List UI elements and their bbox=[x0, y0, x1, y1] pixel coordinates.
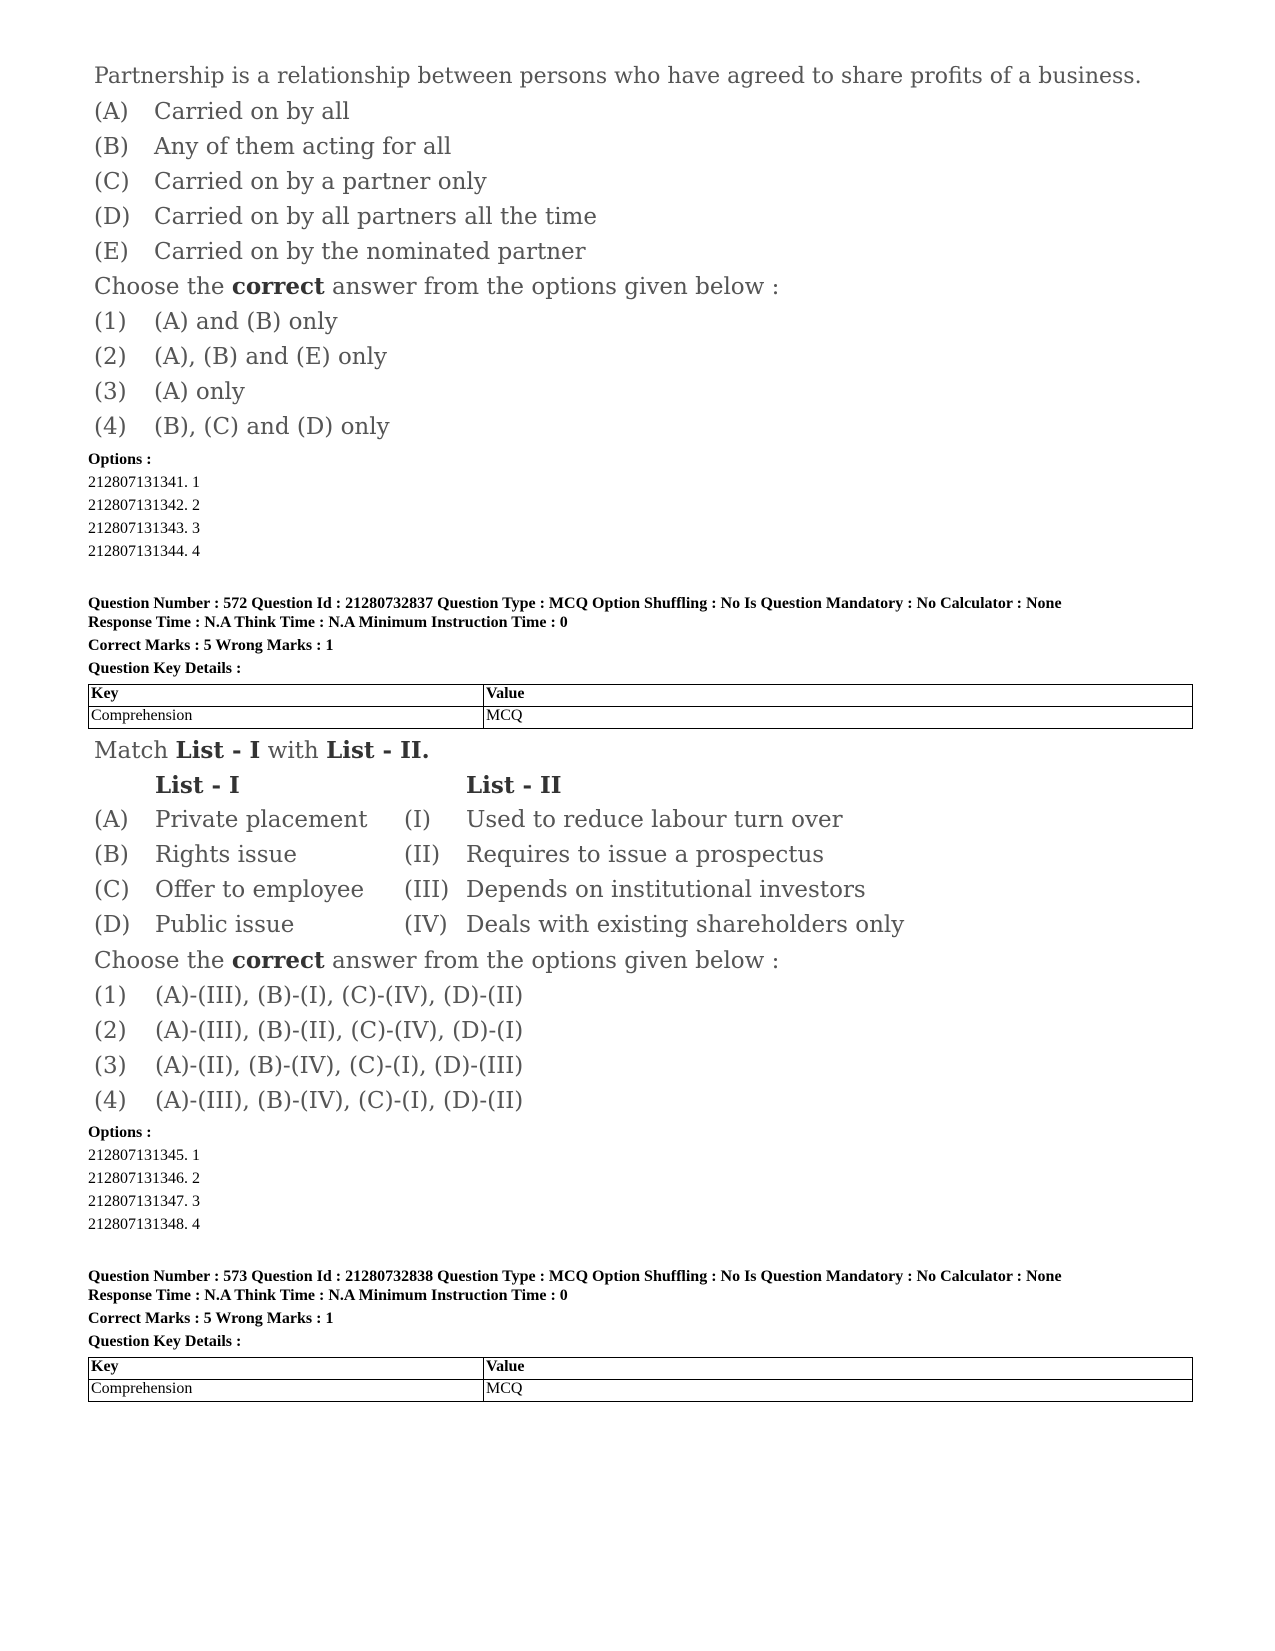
answer-text: (A) and (B) only bbox=[154, 309, 338, 335]
instruction-text: answer from the options given below : bbox=[324, 948, 780, 974]
list-1-heading bbox=[155, 772, 240, 799]
list-1-label: (D) bbox=[94, 912, 131, 938]
choose-instruction bbox=[94, 273, 779, 300]
list-2-heading bbox=[466, 772, 562, 799]
list-1-label: (B) bbox=[94, 842, 129, 868]
instruction-text: answer from the options given below : bbox=[324, 274, 780, 300]
instruction-emphasis: List - II. bbox=[326, 737, 430, 764]
list-2-heading-text: List - II bbox=[466, 772, 562, 799]
answer-label: (2) bbox=[94, 344, 127, 370]
statement-text: Carried on by a partner only bbox=[154, 169, 487, 195]
question-timing: Response Time : N.A Think Time : N.A Minimum Instruction Time : 0 bbox=[88, 614, 568, 631]
list-2-label: (IV) bbox=[404, 912, 448, 938]
statement-label: (A) bbox=[94, 99, 129, 125]
question-key-heading: Question Key Details : bbox=[88, 660, 242, 677]
option-id: 212807131348. 4 bbox=[88, 1216, 200, 1233]
table-header-key: Key bbox=[89, 685, 484, 707]
answer-label: (3) bbox=[94, 1053, 127, 1079]
answer-text: (A), (B) and (E) only bbox=[154, 344, 387, 370]
statement-text: Carried on by all partners all the time bbox=[154, 204, 597, 230]
answer-text: (A) only bbox=[154, 379, 245, 405]
list-1-item: Offer to employee bbox=[155, 877, 365, 903]
option-id: 212807131341. 1 bbox=[88, 474, 200, 491]
answer-label: (1) bbox=[94, 983, 127, 1009]
instruction-text: Choose the bbox=[94, 948, 232, 974]
option-id: 212807131347. 3 bbox=[88, 1193, 200, 1210]
table-cell-key: Comprehension bbox=[89, 1380, 484, 1402]
table-header-row bbox=[89, 1358, 1193, 1380]
question-meta: Question Number : 573 Question Id : 21280732838 Question Type : MCQ Option Shuffling : No Is Question Mandatory : No Calculator : None bbox=[88, 1268, 1062, 1285]
list-2-item: Used to reduce labour turn over bbox=[466, 807, 843, 833]
answer-text: (A)-(III), (B)-(II), (C)-(IV), (D)-(I) bbox=[155, 1018, 524, 1044]
statement-text: Any of them acting for all bbox=[154, 134, 452, 160]
instruction-emphasis: correct bbox=[231, 273, 325, 300]
instruction-text: Choose the bbox=[94, 274, 232, 300]
answer-text: (A)-(II), (B)-(IV), (C)-(I), (D)-(III) bbox=[155, 1053, 524, 1079]
question-marks: Correct Marks : 5 Wrong Marks : 1 bbox=[88, 1310, 334, 1327]
list-2-label: (II) bbox=[404, 842, 441, 868]
list-1-heading-text: List - I bbox=[155, 772, 240, 799]
table-row bbox=[89, 1380, 1193, 1402]
statement-label: (C) bbox=[94, 169, 130, 195]
answer-text: (A)-(III), (B)-(IV), (C)-(I), (D)-(II) bbox=[155, 1088, 524, 1114]
statement-label: (E) bbox=[94, 239, 129, 265]
answer-label: (3) bbox=[94, 379, 127, 405]
answer-label: (4) bbox=[94, 1088, 127, 1114]
options-heading: Options : bbox=[88, 451, 152, 468]
statement-label: (D) bbox=[94, 204, 131, 230]
answer-label: (4) bbox=[94, 414, 127, 440]
instruction-text: Match bbox=[94, 738, 176, 764]
list-2-item: Depends on institutional investors bbox=[466, 877, 866, 903]
question-meta: Question Number : 572 Question Id : 21280732837 Question Type : MCQ Option Shuffling : No Is Question Mandatory : No Calculator : None bbox=[88, 595, 1062, 612]
statement-label: (B) bbox=[94, 134, 129, 160]
option-id: 212807131346. 2 bbox=[88, 1170, 200, 1187]
question-key-table bbox=[88, 1357, 1193, 1402]
option-id: 212807131345. 1 bbox=[88, 1147, 200, 1164]
list-1-item: Private placement bbox=[155, 807, 368, 833]
question-key-table bbox=[88, 684, 1193, 729]
statement-text: Carried on by the nominated partner bbox=[154, 239, 586, 265]
option-id: 212807131342. 2 bbox=[88, 497, 200, 514]
answer-label: (2) bbox=[94, 1018, 127, 1044]
question-stem: Partnership is a relationship between persons who have agreed to share profits of a business. bbox=[94, 64, 1142, 89]
table-header-key: Key bbox=[89, 1358, 484, 1380]
choose-instruction bbox=[94, 947, 779, 974]
option-id: 212807131344. 4 bbox=[88, 543, 200, 560]
match-instruction bbox=[94, 737, 430, 764]
question-timing: Response Time : N.A Think Time : N.A Minimum Instruction Time : 0 bbox=[88, 1287, 568, 1304]
instruction-emphasis: List - I bbox=[175, 737, 261, 764]
table-cell-value: MCQ bbox=[484, 1380, 1193, 1402]
list-1-label: (A) bbox=[94, 807, 129, 833]
list-1-item: Public issue bbox=[155, 912, 295, 938]
list-2-label: (III) bbox=[404, 877, 450, 903]
answer-text: (B), (C) and (D) only bbox=[154, 414, 390, 440]
statement-text: Carried on by all bbox=[154, 99, 350, 125]
table-cell-value: MCQ bbox=[484, 707, 1193, 729]
instruction-text: with bbox=[260, 738, 327, 764]
table-header-value: Value bbox=[484, 685, 1193, 707]
list-1-item: Rights issue bbox=[155, 842, 297, 868]
table-cell-key: Comprehension bbox=[89, 707, 484, 729]
table-header-row bbox=[89, 685, 1193, 707]
option-id: 212807131343. 3 bbox=[88, 520, 200, 537]
list-2-label: (I) bbox=[404, 807, 432, 833]
question-key-heading: Question Key Details : bbox=[88, 1333, 242, 1350]
table-row bbox=[89, 707, 1193, 729]
list-2-item: Deals with existing shareholders only bbox=[466, 912, 905, 938]
list-2-item: Requires to issue a prospectus bbox=[466, 842, 825, 868]
answer-label: (1) bbox=[94, 309, 127, 335]
table-header-value: Value bbox=[484, 1358, 1193, 1380]
list-1-label: (C) bbox=[94, 877, 130, 903]
question-marks: Correct Marks : 5 Wrong Marks : 1 bbox=[88, 637, 334, 654]
answer-text: (A)-(III), (B)-(I), (C)-(IV), (D)-(II) bbox=[155, 983, 524, 1009]
options-heading: Options : bbox=[88, 1124, 152, 1141]
instruction-emphasis: correct bbox=[231, 947, 325, 974]
